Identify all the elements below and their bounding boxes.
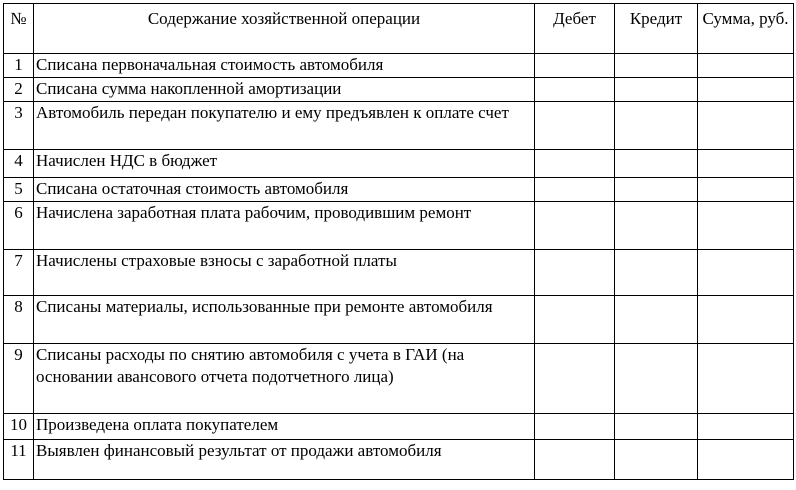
sum-cell[interactable] [698,178,794,202]
debit-cell[interactable] [535,54,615,78]
sum-cell[interactable] [698,150,794,178]
debit-cell[interactable] [535,440,615,480]
sum-cell[interactable] [698,344,794,414]
operation-description: Списана сумма накопленной амортизации [34,78,535,102]
header-credit: Кредит [615,4,698,54]
credit-cell[interactable] [615,344,698,414]
credit-cell[interactable] [615,296,698,344]
credit-cell[interactable] [615,178,698,202]
operation-description: Списана первоначальная стоимость автомобиля [34,54,535,78]
row-number: 3 [4,102,34,150]
credit-cell[interactable] [615,414,698,440]
operation-description: Начислены страховые взносы с заработной платы [34,250,535,296]
table-row [4,440,794,480]
operation-description: Произведена оплата покупателем [34,414,535,440]
table-row [4,250,794,296]
header-num: № [4,4,34,54]
row-number: 7 [4,250,34,296]
row-number: 1 [4,54,34,78]
operations-table [3,3,794,480]
operation-description: Начислен НДС в бюджет [34,150,535,178]
table-row [4,296,794,344]
row-number: 9 [4,344,34,414]
operation-description: Автомобиль передан покупателю и ему предъявлен к оплате счет [34,102,535,150]
table-row [4,54,794,78]
debit-cell[interactable] [535,202,615,250]
table-row [4,102,794,150]
row-number: 11 [4,440,34,480]
operation-description: Начислена заработная плата рабочим, проводившим ремонт [34,202,535,250]
sum-cell[interactable] [698,250,794,296]
debit-cell[interactable] [535,78,615,102]
table-row [4,78,794,102]
credit-cell[interactable] [615,440,698,480]
row-number: 8 [4,296,34,344]
table-row [4,178,794,202]
sum-cell[interactable] [698,102,794,150]
credit-cell[interactable] [615,202,698,250]
table-row [4,414,794,440]
table-row [4,150,794,178]
operation-description: Списаны материалы, использованные при ремонте автомобиля [34,296,535,344]
header-row [4,4,794,54]
sum-cell[interactable] [698,296,794,344]
credit-cell[interactable] [615,54,698,78]
row-number: 2 [4,78,34,102]
sum-cell[interactable] [698,54,794,78]
sum-cell[interactable] [698,202,794,250]
sum-cell[interactable] [698,440,794,480]
header-content: Содержание хозяйственной операции [34,4,535,54]
operation-description: Выявлен финансовый результат от продажи автомобиля [34,440,535,480]
row-number: 4 [4,150,34,178]
debit-cell[interactable] [535,102,615,150]
credit-cell[interactable] [615,102,698,150]
debit-cell[interactable] [535,296,615,344]
sum-cell[interactable] [698,414,794,440]
table-row [4,344,794,414]
credit-cell[interactable] [615,78,698,102]
debit-cell[interactable] [535,250,615,296]
row-number: 10 [4,414,34,440]
row-number: 5 [4,178,34,202]
header-sum: Сумма, руб. [698,4,794,54]
debit-cell[interactable] [535,414,615,440]
credit-cell[interactable] [615,150,698,178]
operation-description: Списана остаточная стоимость автомобиля [34,178,535,202]
header-debit: Дебет [535,4,615,54]
credit-cell[interactable] [615,250,698,296]
table-row [4,202,794,250]
operation-description: Списаны расходы по снятию автомобиля с учета в ГАИ (на основании авансового отчета подотчетного лица) [34,344,535,414]
debit-cell[interactable] [535,344,615,414]
debit-cell[interactable] [535,150,615,178]
row-number: 6 [4,202,34,250]
debit-cell[interactable] [535,178,615,202]
sum-cell[interactable] [698,78,794,102]
